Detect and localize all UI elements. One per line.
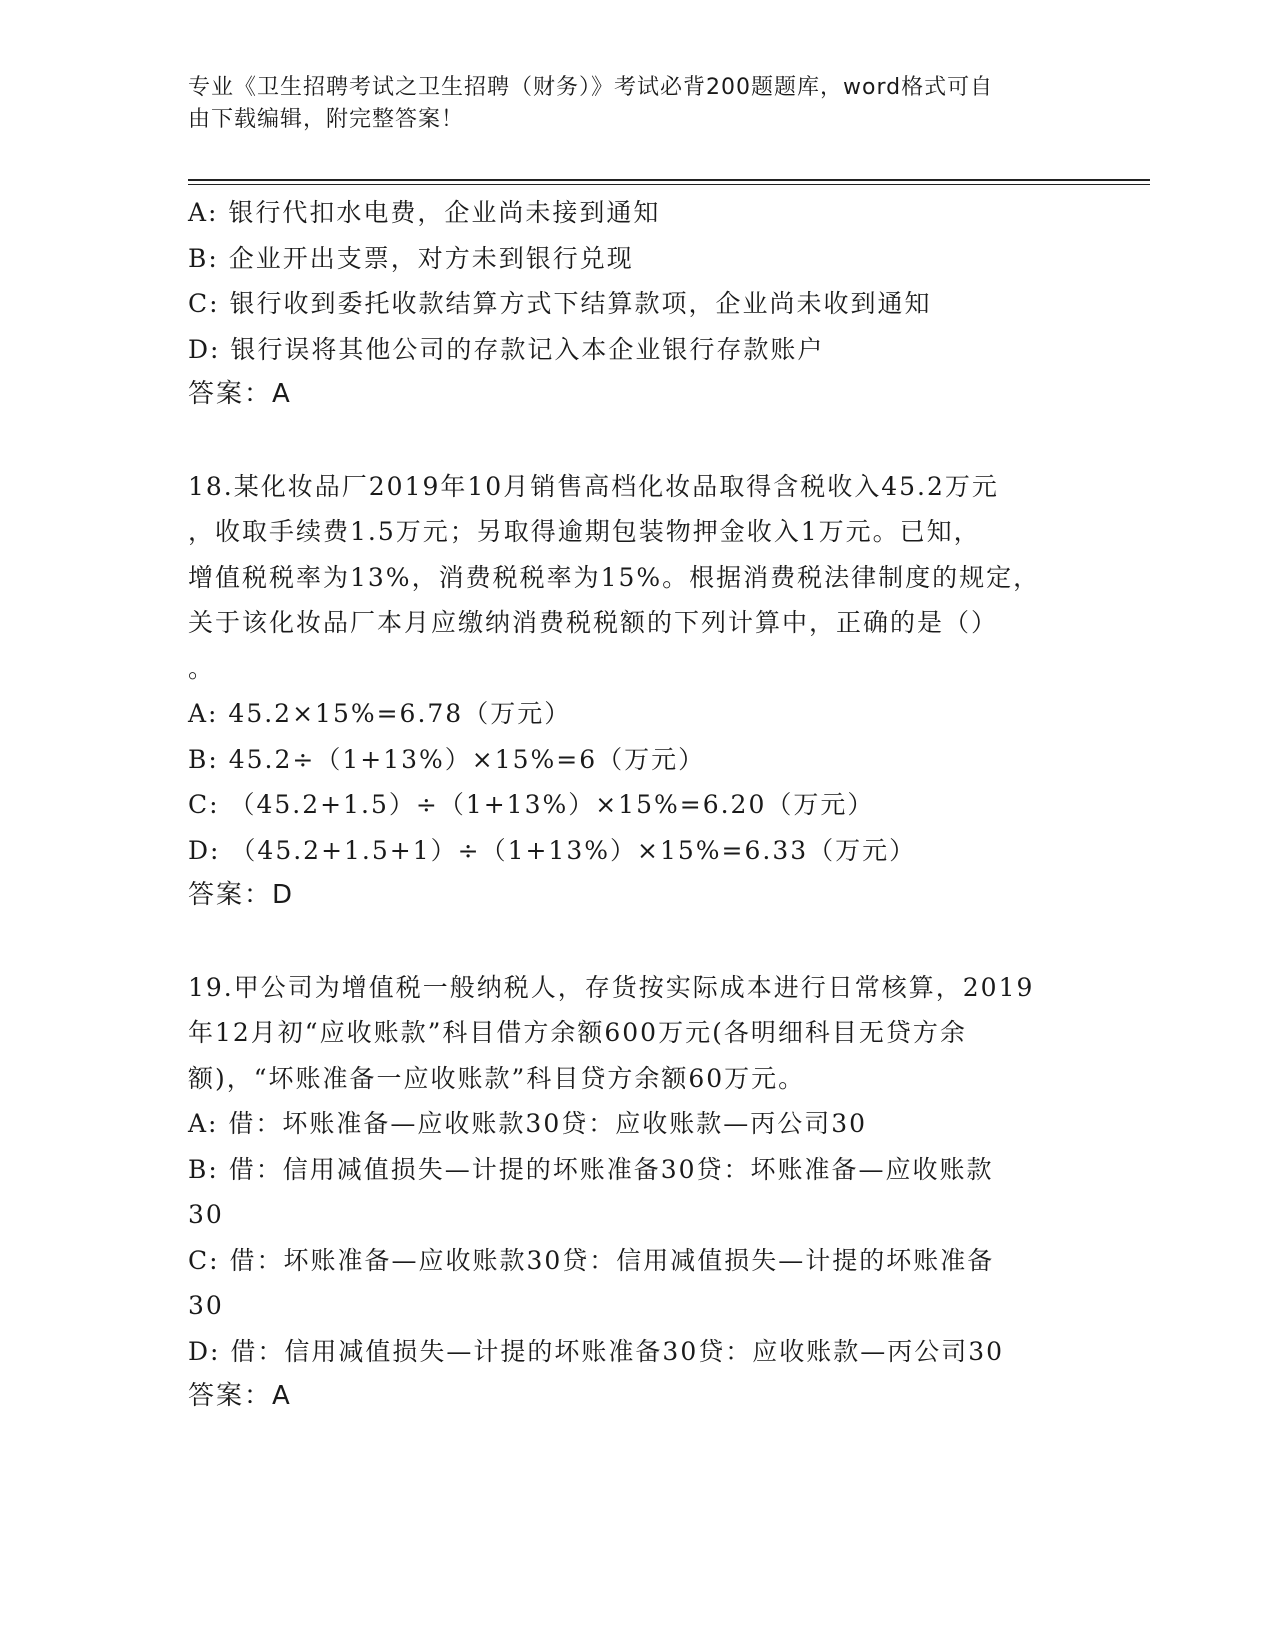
question-stem-line: 年12月初“应收账款”科目借方余额600万元(各明细科目无贷方余: [188, 1018, 967, 1047]
question-stem-line: 额)，“坏账准备一应收账款”科目贷方余额60万元。: [188, 1063, 806, 1093]
option-c-continued: 30: [188, 1291, 224, 1320]
answer: 答案：D: [188, 880, 295, 910]
option-a: A: 借：坏账准备—应收账款30贷：应收账款—丙公司30: [188, 1109, 868, 1138]
question-17: [188, 190, 1088, 418]
header-divider-thin: [188, 184, 1150, 185]
option-c: C: 银行收到委托收款结算方式下结算款项，企业尚未收到通知: [188, 289, 932, 318]
question-stem-line: 增值税税率为13%，消费税税率为15%。根据消费税法律制度的规定，: [188, 562, 1041, 592]
header-divider-thick: [188, 179, 1150, 181]
answer: 答案：A: [188, 1381, 292, 1411]
option-d: D: （45.2+1.5+1）÷（1+13%）×15%=6.33（万元）: [188, 835, 917, 865]
option-b-continued: 30: [188, 1200, 224, 1229]
question-19: [188, 965, 1088, 1420]
option-d: D: 借：信用减值损失—计提的坏账准备30贷：应收账款—丙公司30: [188, 1336, 1005, 1366]
question-stem-line: ，收取手续费1.5万元；另取得逾期包装物押金收入1万元。已知，: [188, 517, 981, 546]
option-b: B: 企业开出支票，对方未到银行兑现: [188, 243, 634, 273]
question-stem-line: 19.甲公司为增值税一般纳税人，存货按实际成本进行日常核算，2019: [188, 972, 1035, 1002]
option-b: B: 借：信用减值损失—计提的坏账准备30贷：坏账准备—应收账款: [188, 1154, 994, 1184]
option-a: A: 45.2×15%=6.78（万元）: [188, 699, 572, 728]
question-18: [188, 464, 1088, 919]
option-c: C: 借：坏账准备—应收账款30贷：信用减值损失—计提的坏账准备: [188, 1245, 995, 1275]
header-line-1: 专业《卫生招聘考试之卫生招聘（财务）》考试必背200题题库，word格式可自: [188, 75, 994, 100]
option-a: A: 银行代扣水电费，企业尚未接到通知: [188, 198, 661, 227]
document-header: [188, 72, 1068, 136]
option-c: C: （45.2+1.5）÷（1+13%）×15%=6.20（万元）: [188, 790, 875, 819]
option-d: D: 银行误将其他公司的存款记入本企业银行存款账户: [188, 334, 825, 364]
header-line-2: 由下载编辑，附完整答案！: [188, 107, 465, 132]
question-stem-line: 。: [188, 653, 216, 683]
answer: 答案：A: [188, 379, 292, 409]
question-stem-line: 18.某化妆品厂2019年10月销售高档化妆品取得含税收入45.2万元: [188, 471, 999, 501]
question-stem-line: 关于该化妆品厂本月应缴纳消费税税额的下列计算中，正确的是（）: [188, 608, 999, 637]
option-b: B: 45.2÷（1+13%）×15%=6（万元）: [188, 744, 706, 774]
document-body: [188, 190, 1088, 1420]
